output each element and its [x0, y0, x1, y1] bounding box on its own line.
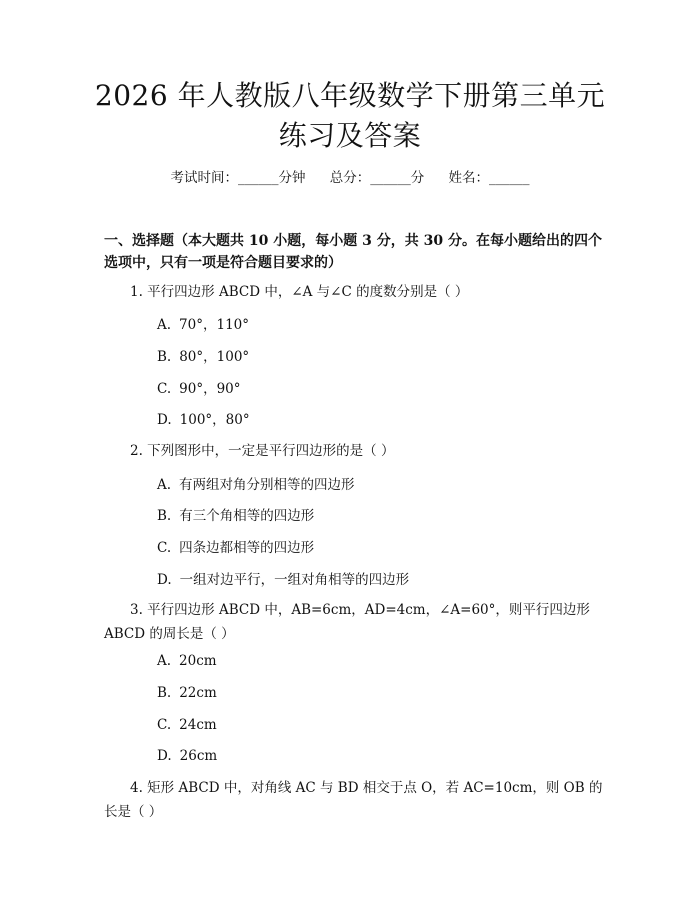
- option-text: 22cm: [179, 685, 217, 701]
- option-letter: B.: [157, 349, 172, 365]
- option-letter: B.: [157, 508, 172, 524]
- exam-time-field: 考试时间：______分钟: [170, 170, 306, 186]
- document-title: 2026 年人教版八年级数学下册第三单元练习及答案: [94, 79, 606, 152]
- option-text: 20cm: [179, 653, 217, 669]
- option-letter: A.: [157, 653, 172, 669]
- option-text: 26cm: [179, 748, 218, 764]
- option-letter: D.: [157, 412, 172, 428]
- option-letter: C.: [157, 717, 172, 733]
- question-1-stem: 1. 平行四边形 ABCD 中，∠A 与∠C 的度数分别是（ ）: [130, 284, 469, 300]
- question-4-stem: 4. 矩形 ABCD 中，对角线 AC 与 BD 相交于点 O，若 AC=10cm，则 OB 的长是（ ）: [104, 780, 603, 820]
- question-2-option-c: [157, 538, 597, 558]
- option-letter: D.: [157, 572, 172, 588]
- option-text: 90°，90°: [179, 381, 241, 397]
- question-3-stem: 3. 平行四边形 ABCD 中，AB=6cm，AD=4cm，∠A=60°，则平行四边形 ABCD 的周长是（ ）: [104, 602, 590, 642]
- option-text: 80°，100°: [179, 349, 250, 365]
- question-2-stem: 2. 下列图形中，一定是平行四边形的是（ ）: [130, 443, 395, 459]
- option-letter: C.: [157, 540, 172, 556]
- section-heading: 一、选择题（本大题共 10 小题，每小题 3 分，共 30 分。在每小题给出的四个选项中，只有一项是符合题目要求的）: [104, 233, 602, 271]
- exam-info: [0, 168, 700, 188]
- option-text: 一组对边平行，一组对角相等的四边形: [179, 572, 410, 588]
- question-1-option-a: [157, 315, 597, 335]
- option-letter: D.: [157, 748, 172, 764]
- option-text: 有三个角相等的四边形: [179, 508, 315, 524]
- option-text: 有两组对角分别相等的四边形: [179, 477, 355, 493]
- question-3-option-d: [157, 746, 597, 766]
- question-2-option-b: [157, 506, 597, 526]
- option-letter: C.: [157, 381, 172, 397]
- question-3-option-a: [157, 651, 597, 671]
- question-2-option-d: [157, 570, 597, 590]
- option-letter: A.: [157, 477, 172, 493]
- option-text: 70°，110°: [179, 317, 249, 333]
- total-score-field: 总分：______分: [329, 170, 425, 186]
- question-1-option-c: [157, 379, 597, 399]
- question-2-option-a: [157, 475, 597, 495]
- question-3-option-b: [157, 683, 597, 703]
- option-text: 四条边都相等的四边形: [179, 540, 315, 556]
- option-letter: B.: [157, 685, 172, 701]
- question-3-option-c: [157, 715, 597, 735]
- option-letter: A.: [157, 317, 172, 333]
- question-1-option-b: [157, 347, 597, 367]
- student-name-field: 姓名：______: [448, 170, 530, 186]
- question-1-option-d: [157, 410, 597, 430]
- option-text: 100°，80°: [179, 412, 250, 428]
- option-text: 24cm: [179, 717, 217, 733]
